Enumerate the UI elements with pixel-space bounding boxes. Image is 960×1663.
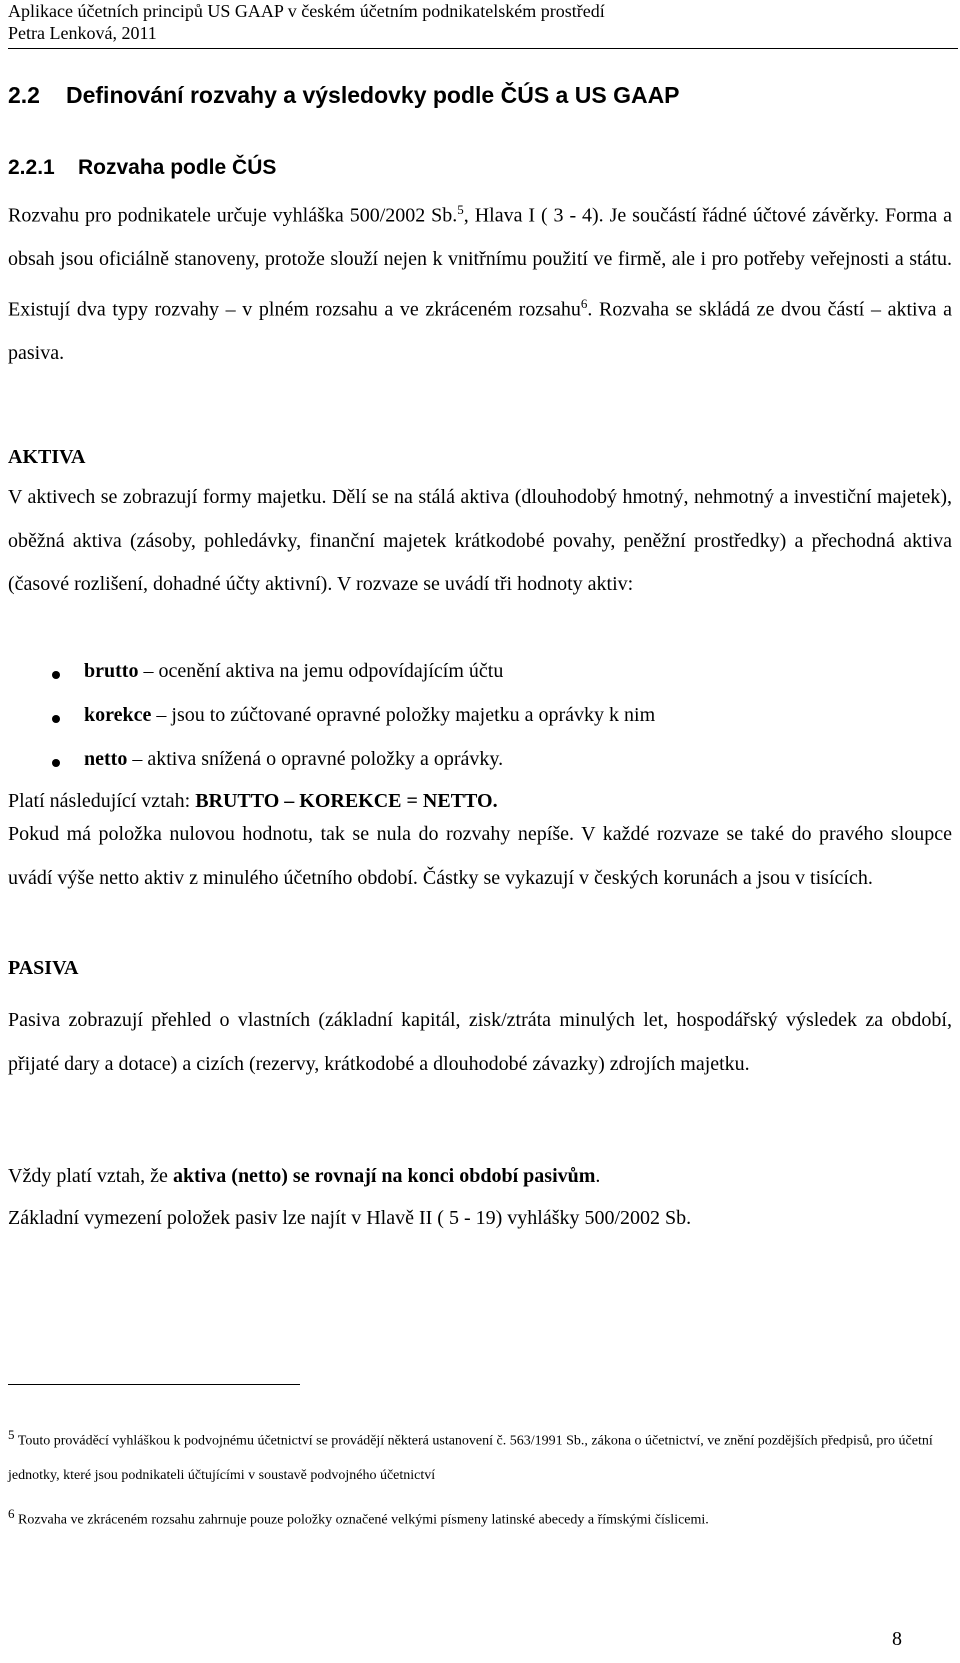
subsection-heading — [8, 156, 276, 180]
page-number: 8 — [892, 1628, 902, 1650]
aktiva-note-paragraph: Pokud má položka nulovou hodnotu, tak se nula do rozvahy nepíše. V každé rozvaze se také do pravého sloupce uvádí výše netto aktiv z minulého účetního období. Částky se vykazují v českých korunách a jsou v tisících. — [8, 823, 952, 889]
intro-paragraph — [8, 188, 952, 375]
list-item — [84, 748, 503, 771]
list-item-desc: – jsou to zúčtované opravné položky majetku a oprávky k nim — [151, 704, 656, 726]
list-item-term: korekce — [84, 704, 152, 726]
section-title: Definování rozvahy a výsledovky podle ČÚS a US GAAP — [66, 82, 680, 108]
closing-line-1 — [8, 1155, 952, 1197]
intro-text-1: Rozvahu pro podnikatele určuje vyhláška 500/2002 Sb. — [8, 204, 458, 227]
footnote-text: Rozvaha ve zkráceném rozsahu zahrnuje pouze položky označené velkými písmeny latinské abecedy a římskými číslicemi. — [14, 1512, 709, 1528]
list-item — [84, 660, 503, 683]
closing-line-2: Základní vymezení položek pasiv lze najít v Hlavě II ( 5 - 19) vyhlášky 500/2002 Sb. — [8, 1207, 692, 1229]
list-item-desc: – aktiva snížená o opravné položky a oprávky. — [127, 748, 504, 770]
closing-suffix: . — [595, 1165, 601, 1187]
footnote-divider — [8, 1384, 300, 1385]
bullet-icon — [52, 671, 60, 679]
intro-text-2: , Hlava I ( 3 - 4). Je součástí řádné účtové závěrky. Forma a obsah jsou oficiálně stanoveny, protože slouží nejen k vnitřnímu použití ve firmě, ale i pro potřeby veřejnosti a státu. Existují dva typy rozvahy – v plném rozsahu a ve zkráceném rozsahu — [8, 204, 952, 321]
footnote-6 — [8, 1497, 952, 1538]
header-divider — [8, 48, 958, 49]
relation-prefix: Platí následující vztah: — [8, 790, 196, 812]
footnote-ref-5: 5 — [457, 202, 464, 217]
footnote-number: 5 — [8, 1427, 15, 1442]
pasiva-paragraph: Pasiva zobrazují přehled o vlastních (základní kapitál, zisk/ztráta minulých let, hospodářský výsledek za období, přijaté dary a dotace) a cizích (rezervy, krátkodobé a dlouhodobé závazky) zdrojích majetku. — [8, 1009, 952, 1075]
list-item-desc: – ocenění aktiva na jemu odpovídajícím účtu — [138, 660, 504, 682]
footnote-text: Touto prováděcí vyhláškou k podvojnému účetnictví se provádějí některá ustanovení č. 563/1991 Sb., zákona o účetnictví, ve znění pozdějších předpisů, pro účetní jednotky, které jsou podnikateli účtujícími v soustavě podvojného účetnictví — [8, 1433, 933, 1483]
footnote-number: 6 — [8, 1506, 15, 1521]
section-number: 2.2 — [8, 82, 40, 108]
closing-paragraph — [8, 1155, 952, 1239]
list-item — [84, 704, 655, 727]
list-item-term: netto — [84, 748, 128, 770]
list-item-term: brutto — [84, 660, 139, 682]
closing-prefix: Vždy platí vztah, že — [8, 1165, 173, 1187]
footnote-5 — [8, 1418, 952, 1493]
section-heading — [8, 82, 680, 109]
pasiva-heading: PASIVA — [8, 957, 79, 979]
aktiva-paragraph: V aktivech se zobrazují formy majetku. Dělí se na stálá aktiva (dlouhodobý hmotný, nehmotný a investiční majetek), oběžná aktiva (zásoby, pohledávky, finanční majetek krátkodobé povahy, peněžní prostředky) a přechodná aktiva (časové rozlišení, dohadné účty aktivní). V rozvaze se uvádí tři hodnoty aktiv: — [8, 486, 952, 595]
running-header — [8, 0, 605, 44]
bullet-icon — [52, 715, 60, 723]
subsection-number: 2.2.1 — [8, 156, 55, 179]
relation-formula: BRUTTO – KOREKCE = NETTO. — [195, 790, 498, 812]
relation-line — [8, 790, 498, 813]
subsection-title: Rozvaha podle ČÚS — [78, 156, 277, 179]
footnote-ref-6: 6 — [580, 295, 588, 311]
closing-bold: aktiva (netto) se rovnají na konci období pasivům — [172, 1165, 596, 1187]
aktiva-heading: AKTIVA — [8, 446, 86, 468]
header-author: Petra Lenková, 2011 — [8, 23, 157, 43]
intro-text-3: . Rozvaha se skládá ze dvou částí – aktiva a pasiva. — [8, 298, 952, 364]
bullet-icon — [52, 759, 60, 767]
header-title: Aplikace účetních principů US GAAP v českém účetním podnikatelském prostředí — [8, 1, 605, 21]
